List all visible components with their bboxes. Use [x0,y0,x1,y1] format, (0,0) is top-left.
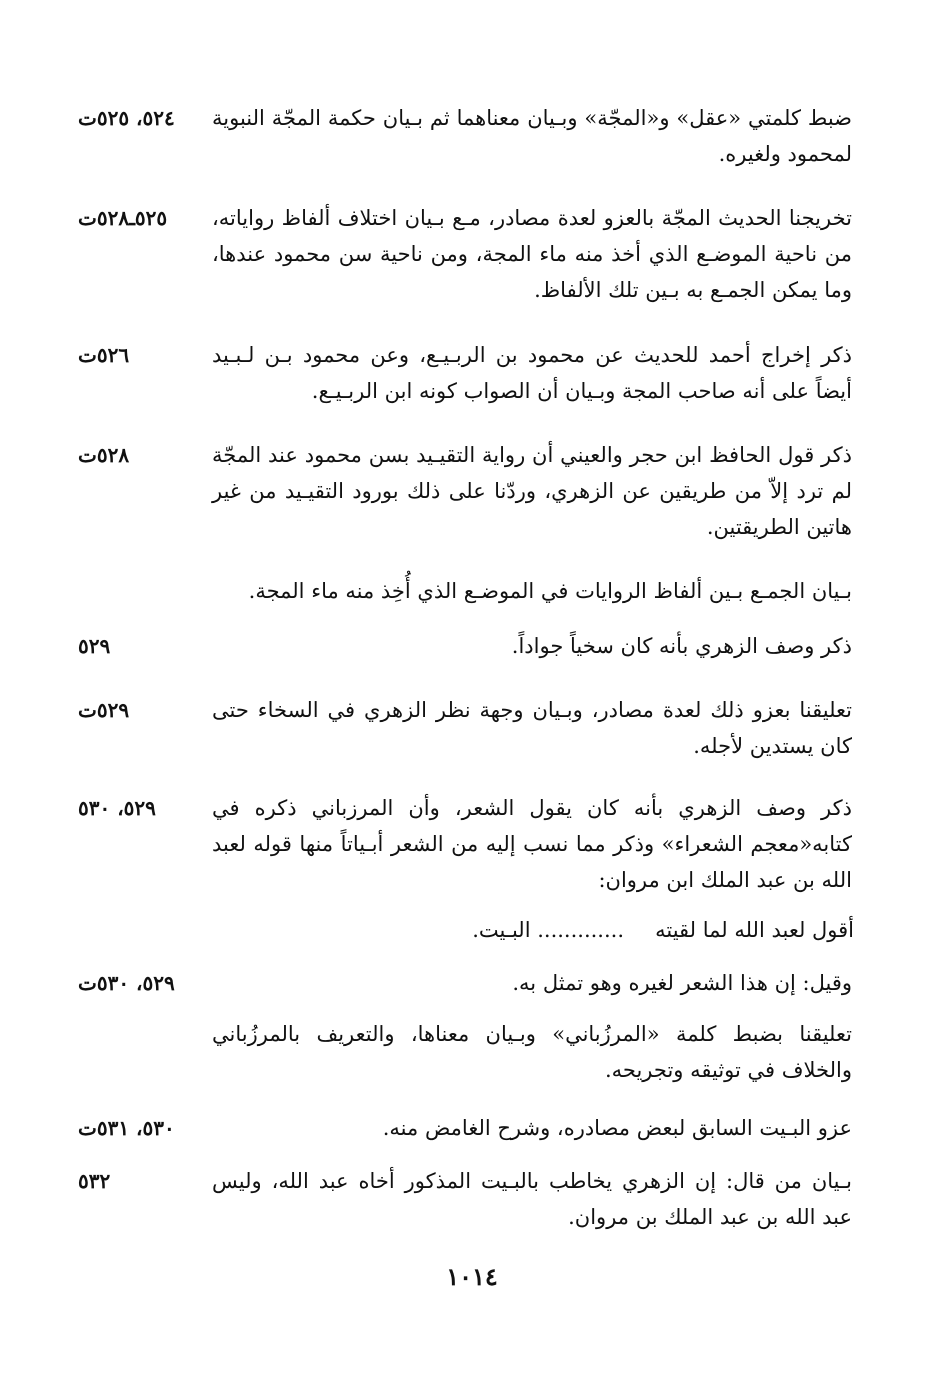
entry-text: تخريجنا الحديث المجّة بالعزو لعدة مصادر، مـع بـيان اختلاف ألفاظ رواياته، من ناحية الموضـع الذي أخذ منه ماء المجة، ومن ناحية سن محمود عندها، وما يمكن الجمـع به بـين تلك الألفاظ. [212,206,852,302]
entry-pages: ٥٢٩ [78,634,111,658]
entry-text: ضبط كلمتي «عقل» و«المجّة» وبـيان معناهما ثم بـيان حكمة المجّة النبوية لمحمود ولغيره. [212,106,852,166]
page-number: ١٠١٤ [446,1262,498,1291]
entry-pages: ٥٢٦ت [78,343,130,367]
entry-pages: ٥٣٢ [78,1169,111,1193]
entry-pages: ٥٢٩، ٥٣٠ت [78,971,175,995]
entry-pages: ٥٢٩، ٥٣٠ [78,796,156,820]
verse-second-half: ............. البـيت. [472,918,624,942]
entry-text: ذكر وصف الزهري بأنه كان سخياً جواداً. [511,634,852,658]
entry-text: وقيل: إن هذا الشعر لغيره وهو تمثل به. [512,971,852,995]
entry-text: عزو البـيت السابق لبعض مصادره، وشرح الغامض منه. [382,1116,852,1140]
entry-text: تعليقنا بضبط كلمة «المرزُباني» وبـيان معناها، والتعريف بالمرزُباني والخلاف في توثيقه وتجريحه. [212,1022,852,1082]
entry-text: ذكر إخراج أحمد للحديث عن محمود بن الربـيـع، وعن محمود بـن لـبـيد أيضاً على أنه صاحب المجة وبـيان أن الصواب كونه ابن الربـيـع. [212,343,852,403]
entry-text: ذكر قول الحافظ ابن حجر والعيني أن رواية التقيـيد بسن محمود عند المجّة لم ترد إلاّ من طريقين عن الزهري، وردّنا على ذلك بورود التقيـيد من غير هاتين الطريقتين. [212,443,852,539]
entry-text: بـيان من قال: إن الزهري يخاطب بالبـيت المذكور أخاه عبد الله، وليس عبد الله بن عبد الملك بن مروان. [212,1169,852,1229]
entry-pages: ٥٢٤، ٥٢٥ت [78,106,175,130]
entry-pages: ٥٢٩ت [78,698,130,722]
entry-text: تعليقنا بعزو ذلك لعدة مصادر، وبـيان وجهة نظر الزهري في السخاء حتى كان يستدين لأجله. [212,698,852,758]
entry-pages: ٥٢٨ت [78,443,130,467]
entry-text: بـيان الجمـع بـين ألفاظ الروايات في الموضـع الذي أُخِذ منه ماء المجة. [248,579,852,603]
entry-pages: ٥٢٥ـ٥٢٨ت [78,206,168,230]
verse-first-half: أقول لعبد الله لما لقيته [655,918,854,942]
entry-text: ذكر وصف الزهري بأنه كان يقول الشعر، وأن المرزباني ذكره في كتابه«معجم الشعراء» وذكر مما نسب إليه من الشعر أبـياتاً منها قوله لعبد الله بن عبد الملك ابن مروان: [212,796,852,892]
entry-pages: ٥٣٠، ٥٣١ت [78,1116,175,1140]
